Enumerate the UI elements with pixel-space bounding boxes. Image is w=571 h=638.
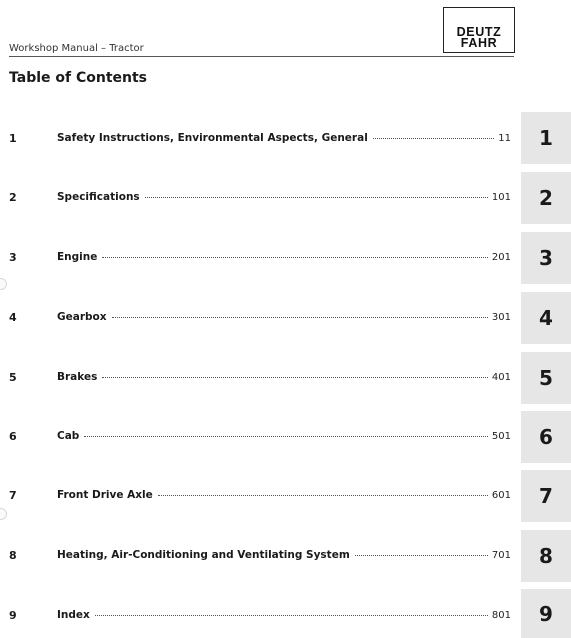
section-tab-2[interactable]: [521, 172, 571, 224]
toc-number: 8: [9, 549, 17, 562]
tab-number: 3: [539, 246, 553, 270]
tab-number: 1: [539, 126, 553, 150]
punch-hole: [0, 508, 7, 520]
leader-dots: [112, 317, 488, 318]
toc-row-5[interactable]: [0, 369, 520, 389]
toc-title[interactable]: Index: [57, 609, 90, 621]
tab-number: 8: [539, 544, 553, 568]
toc-row-7[interactable]: [0, 487, 520, 507]
header-divider: [9, 56, 514, 57]
section-tab-3[interactable]: [521, 232, 571, 284]
toc-page-number: 401: [491, 372, 511, 383]
deutz-fahr-logo: [443, 7, 515, 53]
toc-row-8[interactable]: [0, 547, 520, 567]
toc-title[interactable]: Front Drive Axle: [57, 489, 153, 501]
toc-row-4[interactable]: [0, 309, 520, 329]
section-tab-6[interactable]: [521, 411, 571, 463]
leader-dots: [158, 495, 488, 496]
toc-title[interactable]: Cab: [57, 430, 80, 442]
tab-number: 5: [539, 366, 553, 390]
toc-row-6[interactable]: [0, 428, 520, 448]
leader-dots: [373, 138, 494, 139]
section-tab-8[interactable]: [521, 530, 571, 582]
toc-number: 3: [9, 251, 17, 264]
leader-dots: [145, 197, 488, 198]
section-tab-1[interactable]: [521, 112, 571, 164]
tab-number: 4: [539, 306, 553, 330]
section-tab-4[interactable]: [521, 292, 571, 344]
toc-number: 1: [9, 132, 17, 145]
toc-page-number: 701: [491, 550, 511, 561]
toc-title[interactable]: Brakes: [57, 371, 98, 383]
toc-title[interactable]: Heating, Air-Conditioning and Ventilating System: [57, 549, 350, 561]
tab-number: 2: [539, 186, 553, 210]
toc-number: 5: [9, 371, 17, 384]
section-tab-9[interactable]: [521, 589, 571, 638]
tab-number: 7: [539, 484, 553, 508]
toc-title[interactable]: Specifications: [57, 191, 140, 203]
toc-number: 9: [9, 609, 17, 622]
toc-row-9[interactable]: [0, 607, 520, 627]
punch-hole: [0, 278, 7, 290]
section-tab-5[interactable]: [521, 352, 571, 404]
toc-title[interactable]: Engine: [57, 251, 98, 263]
leader-dots: [84, 436, 488, 437]
toc-page-number: 101: [491, 192, 511, 203]
toc-row-2[interactable]: [0, 189, 520, 209]
toc-page-number: 501: [491, 431, 511, 442]
tab-number: 6: [539, 425, 553, 449]
section-tab-7[interactable]: [521, 470, 571, 522]
leader-dots: [102, 257, 488, 258]
leader-dots: [355, 555, 488, 556]
toc-number: 2: [9, 191, 17, 204]
logo-line-2: FAHR: [460, 36, 498, 50]
toc-page-number: 301: [491, 312, 511, 323]
page-title: Table of Contents: [9, 70, 148, 86]
leader-dots: [95, 615, 488, 616]
toc-row-1[interactable]: [0, 130, 520, 150]
leader-dots: [102, 377, 488, 378]
toc-row-3[interactable]: [0, 249, 520, 269]
toc-page-number: 801: [491, 610, 511, 621]
manual-title: Workshop Manual – Tractor: [9, 43, 144, 54]
toc-number: 7: [9, 489, 17, 502]
logo-line-1: DEUTZ: [456, 25, 502, 39]
toc-title[interactable]: Gearbox: [57, 311, 107, 323]
toc-page-number: 601: [491, 490, 511, 501]
toc-number: 4: [9, 311, 17, 324]
toc-page-number: 201: [491, 252, 511, 263]
toc-number: 6: [9, 430, 17, 443]
toc-title[interactable]: Safety Instructions, Environmental Aspects, General: [57, 132, 368, 144]
tab-number: 9: [539, 601, 553, 626]
toc-page-number: 11: [498, 133, 511, 144]
